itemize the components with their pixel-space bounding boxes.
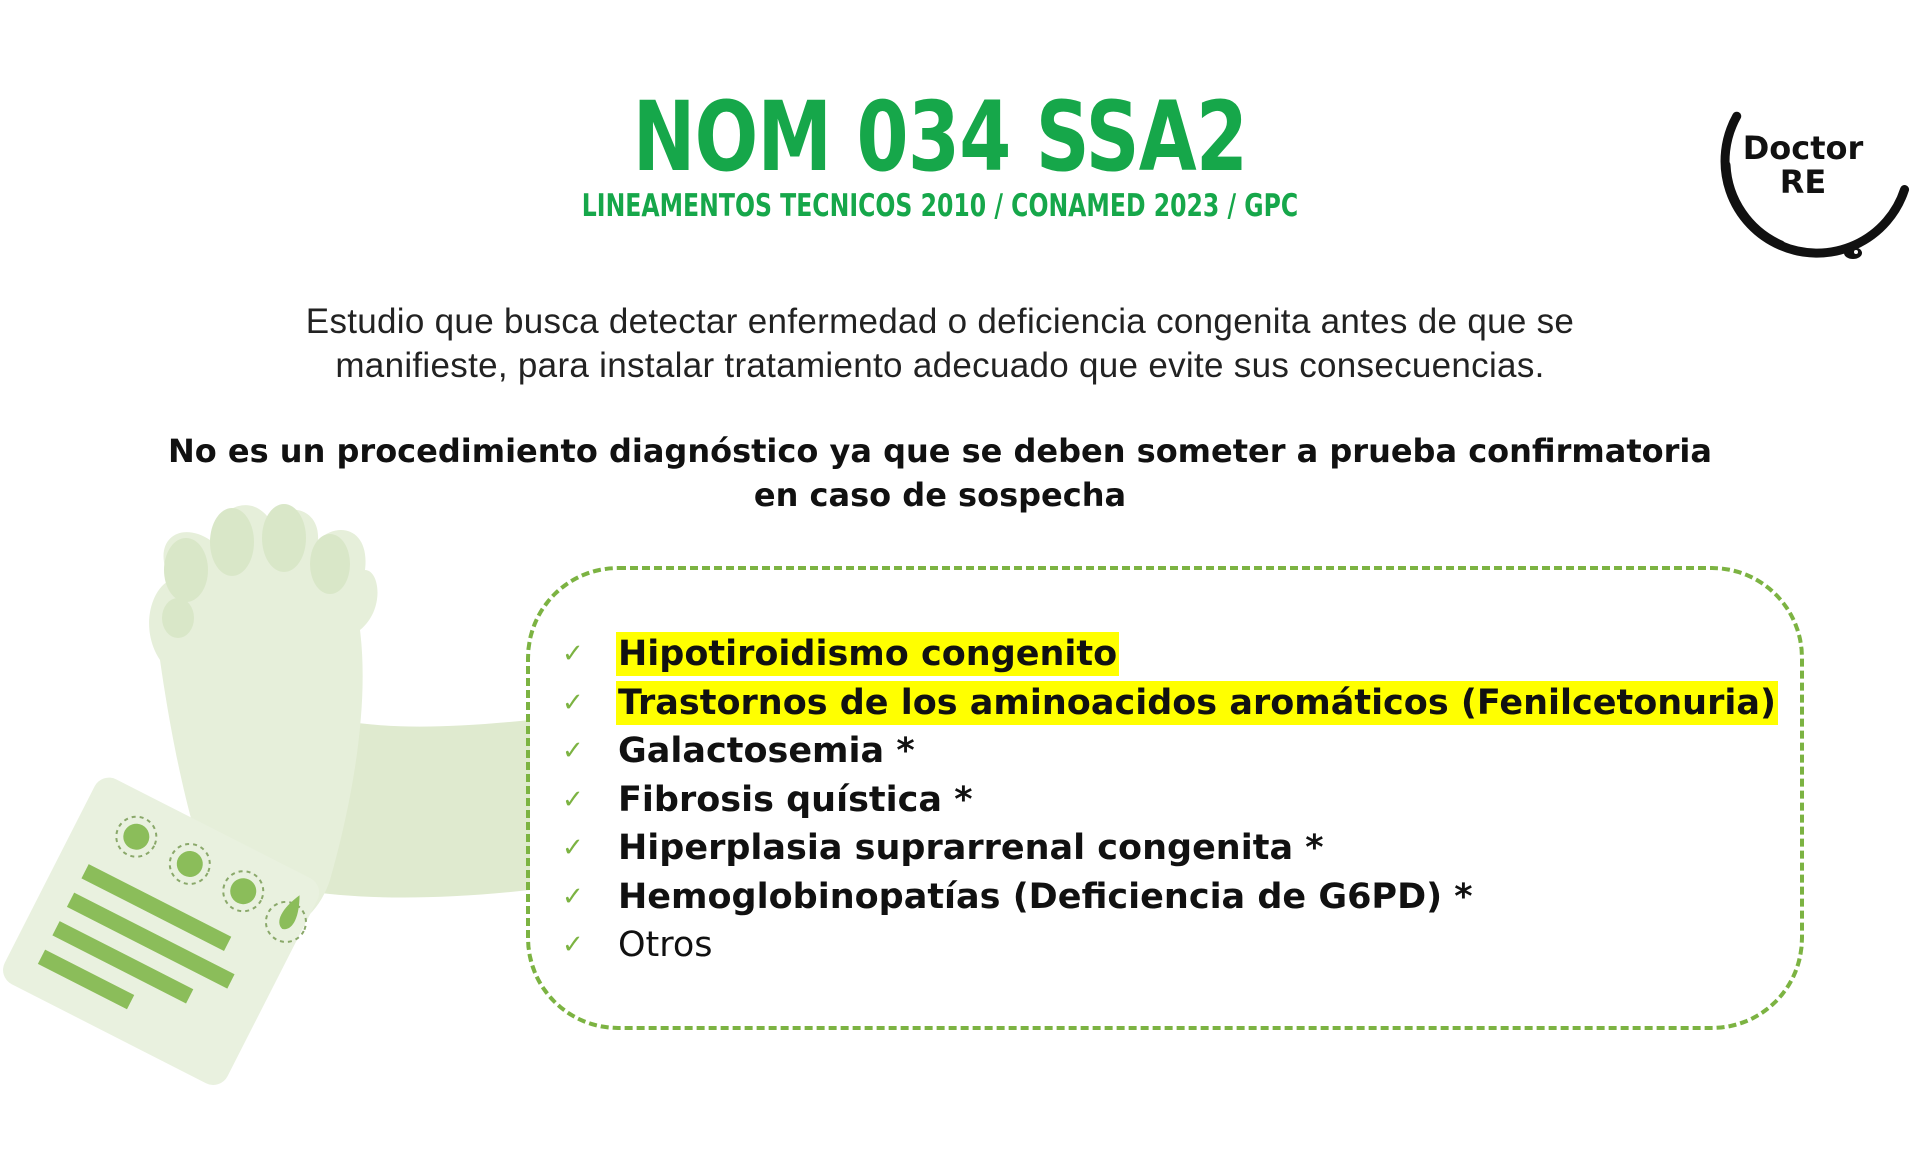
description-paragraph	[140, 300, 1740, 388]
list-item	[562, 776, 1778, 825]
list-item	[562, 679, 1778, 728]
description-line-1: Estudio que busca detectar enfermedad o deficiencia congenita antes de que se	[305, 302, 1575, 341]
check-icon: ✓	[562, 833, 584, 864]
list-item-label: Trastornos de los aminoacidos aromáticos (Fenilcetonuria)	[618, 682, 1776, 723]
page-title: NOM 034 SSA2	[632, 81, 1248, 193]
page-subtitle: LINEAMENTOS TECNICOS 2010 / CONAMED 2023 / GPC	[581, 188, 1299, 224]
baby-foot-heel-prick-card-icon	[0, 480, 560, 1120]
check-icon: ✓	[562, 736, 584, 767]
list-item-label: Hiperplasia suprarrenal congenita *	[618, 828, 1324, 869]
screening-checklist	[562, 630, 1778, 970]
list-item-label: Otros	[618, 925, 713, 966]
check-icon: ✓	[562, 687, 584, 718]
check-icon: ✓	[562, 881, 584, 912]
list-item-label: Galactosemia *	[618, 731, 915, 772]
list-item	[562, 824, 1778, 873]
note-line-1: No es un procedimiento diagnóstico ya que se deben someter a prueba confirmatoria	[168, 432, 1712, 470]
list-item-label: Hemoglobinopatías (Deficiencia de G6PD) *	[618, 876, 1473, 917]
logo-line-re: RE	[1779, 163, 1827, 201]
list-item-label: Hipotiroidismo congenito	[618, 634, 1118, 675]
logo-line-doctor: Doctor	[1742, 129, 1864, 167]
logo-text	[1708, 131, 1898, 199]
list-item	[562, 630, 1778, 679]
note-line-2: en caso de sospecha	[753, 476, 1127, 514]
check-icon: ✓	[562, 930, 584, 961]
list-item	[562, 921, 1778, 970]
list-item	[562, 873, 1778, 922]
description-line-2: manifieste, para instalar tratamiento adecuado que evite sus consecuencias.	[335, 346, 1545, 385]
list-item	[562, 727, 1778, 776]
check-icon: ✓	[562, 639, 584, 670]
list-item-label: Fibrosis quística *	[618, 779, 973, 820]
check-icon: ✓	[562, 784, 584, 815]
